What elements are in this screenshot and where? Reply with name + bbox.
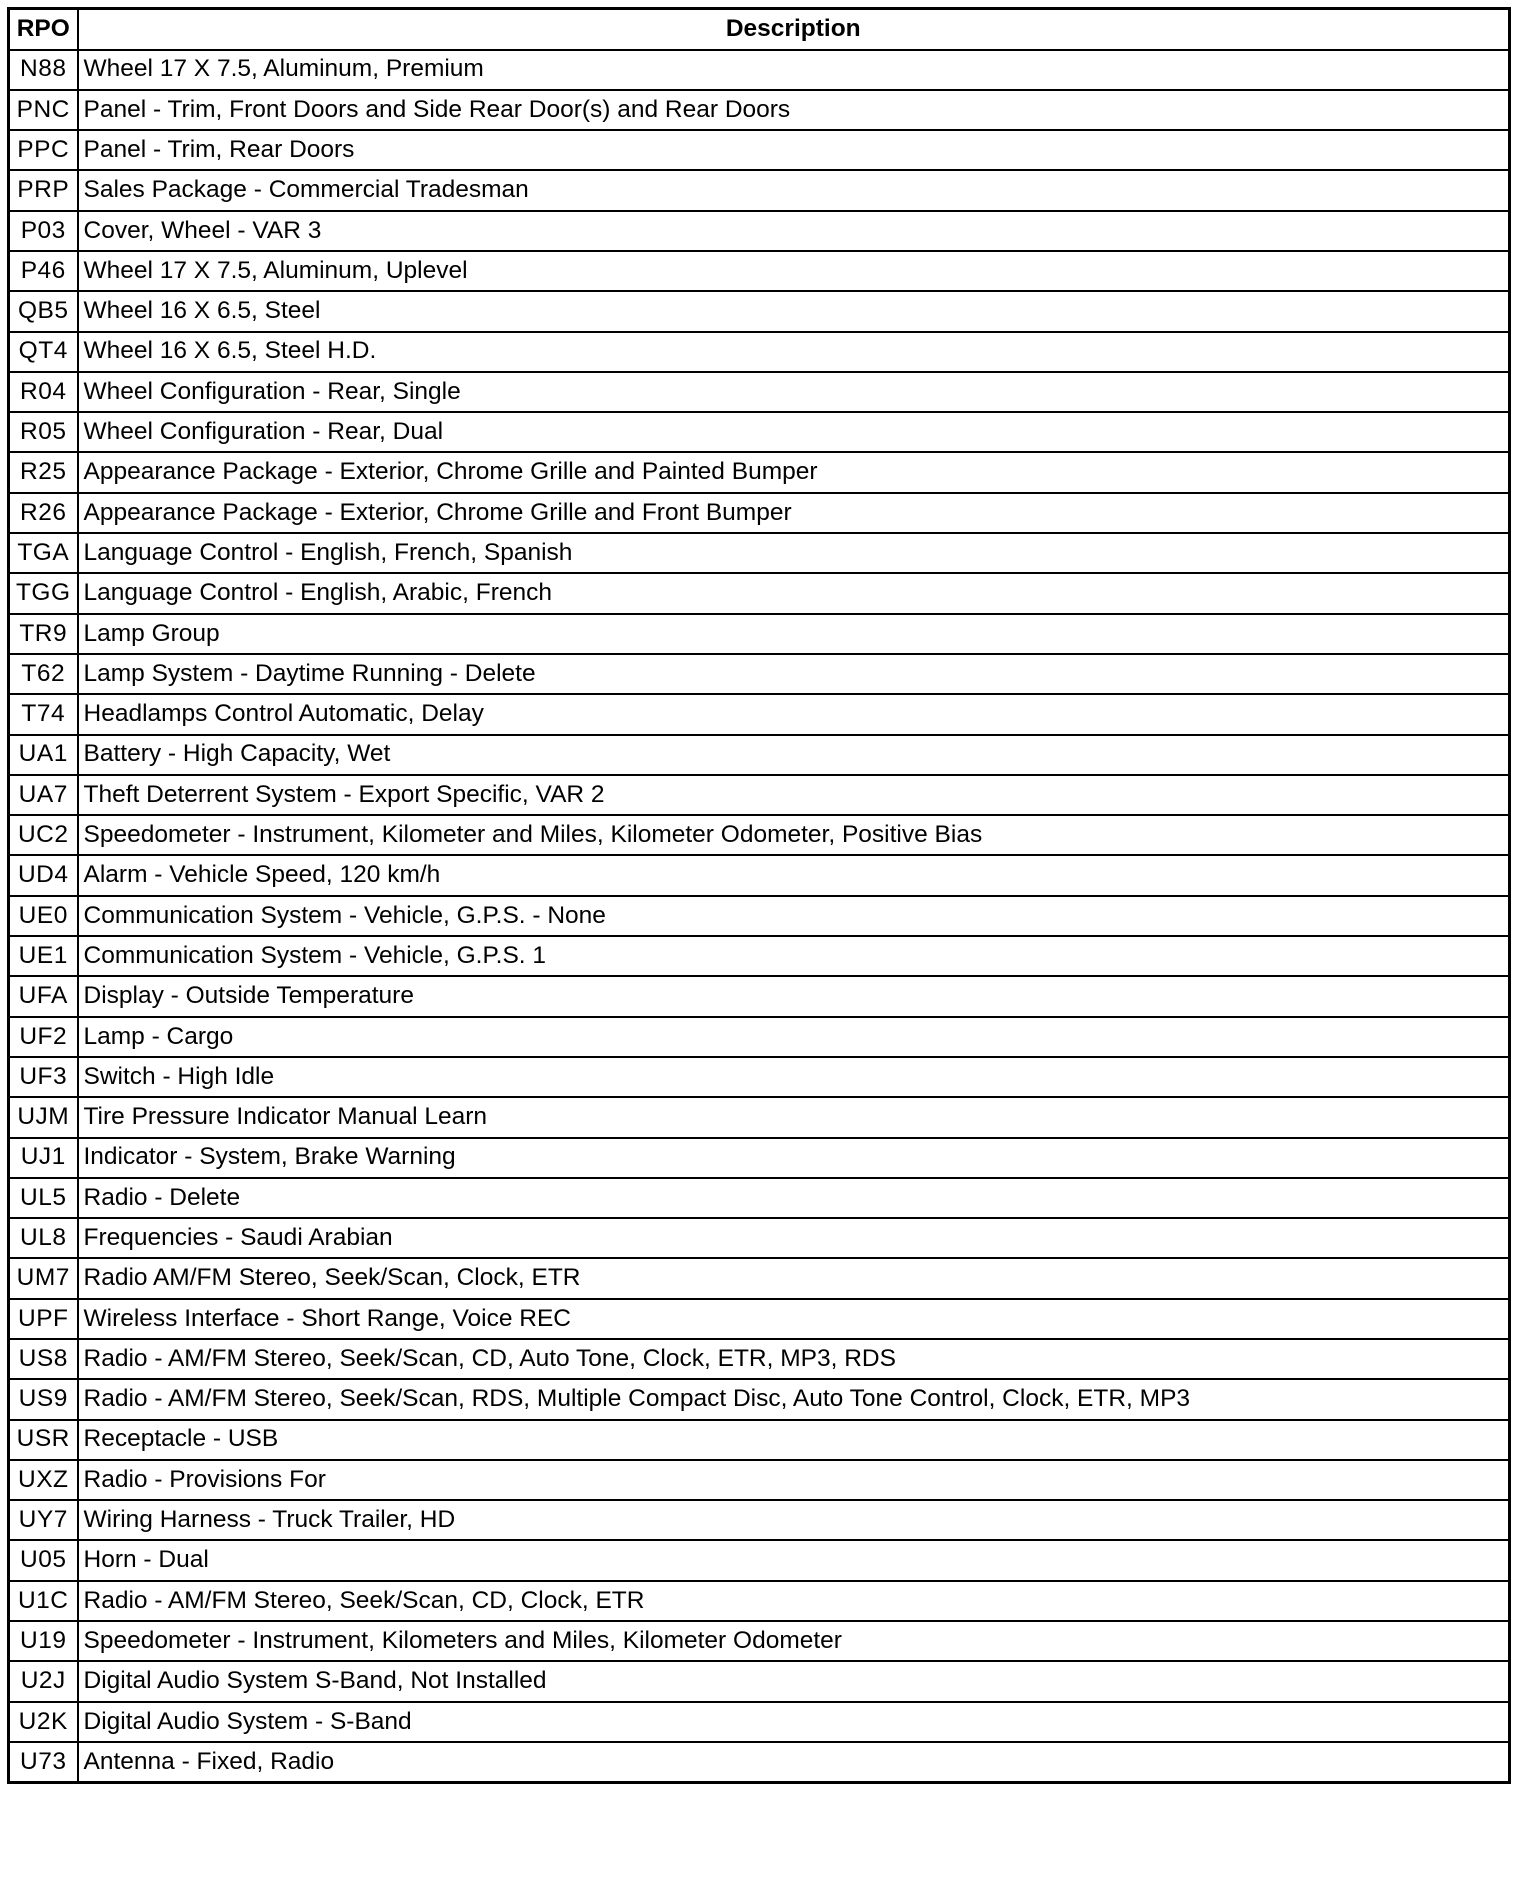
table-row	[9, 1379, 1510, 1419]
table-row	[9, 1742, 1510, 1782]
description-cell: Sales Package - Commercial Tradesman	[78, 170, 1510, 210]
table-row	[9, 1702, 1510, 1742]
rpo-code-cell: T62	[9, 654, 78, 694]
rpo-code-cell: US9	[9, 1379, 78, 1419]
table-row	[9, 855, 1510, 895]
rpo-code-cell: P03	[9, 211, 78, 251]
table-row	[9, 1097, 1510, 1137]
rpo-code-cell: UXZ	[9, 1460, 78, 1500]
table-row	[9, 815, 1510, 855]
table-body	[9, 50, 1510, 1783]
table-row	[9, 493, 1510, 533]
description-cell: Lamp - Cargo	[78, 1017, 1510, 1057]
description-cell: Headlamps Control Automatic, Delay	[78, 694, 1510, 734]
table-row	[9, 1299, 1510, 1339]
table-row	[9, 90, 1510, 130]
table-row	[9, 1661, 1510, 1701]
rpo-code-cell: UL8	[9, 1218, 78, 1258]
description-cell: Wheel 17 X 7.5, Aluminum, Uplevel	[78, 251, 1510, 291]
rpo-code-cell: PRP	[9, 170, 78, 210]
rpo-code-cell: U19	[9, 1621, 78, 1661]
table-row	[9, 412, 1510, 452]
table-row	[9, 1138, 1510, 1178]
header-rpo: RPO	[9, 9, 78, 50]
rpo-code-cell: UE1	[9, 936, 78, 976]
rpo-code-cell: UD4	[9, 855, 78, 895]
description-cell: Wheel 16 X 6.5, Steel	[78, 291, 1510, 331]
table-row	[9, 1581, 1510, 1621]
rpo-code-cell: UJM	[9, 1097, 78, 1137]
table-row	[9, 1178, 1510, 1218]
rpo-code-cell: QT4	[9, 332, 78, 372]
description-cell: Speedometer - Instrument, Kilometer and Miles, Kilometer Odometer, Positive Bias	[78, 815, 1510, 855]
rpo-code-cell: R25	[9, 452, 78, 492]
table-row	[9, 573, 1510, 613]
rpo-code-cell: R04	[9, 372, 78, 412]
description-cell: Appearance Package - Exterior, Chrome Grille and Front Bumper	[78, 493, 1510, 533]
description-cell: Theft Deterrent System - Export Specific, VAR 2	[78, 775, 1510, 815]
table-row	[9, 614, 1510, 654]
description-cell: Digital Audio System S-Band, Not Installed	[78, 1661, 1510, 1701]
description-cell: Wheel Configuration - Rear, Dual	[78, 412, 1510, 452]
description-cell: Antenna - Fixed, Radio	[78, 1742, 1510, 1782]
description-cell: Wireless Interface - Short Range, Voice REC	[78, 1299, 1510, 1339]
rpo-code-cell: TGA	[9, 533, 78, 573]
rpo-code-cell: UPF	[9, 1299, 78, 1339]
description-cell: Appearance Package - Exterior, Chrome Grille and Painted Bumper	[78, 452, 1510, 492]
description-cell: Wheel 17 X 7.5, Aluminum, Premium	[78, 50, 1510, 90]
rpo-code-cell: UM7	[9, 1258, 78, 1298]
description-cell: Receptacle - USB	[78, 1420, 1510, 1460]
description-cell: Radio - AM/FM Stereo, Seek/Scan, CD, Clock, ETR	[78, 1581, 1510, 1621]
rpo-code-cell: PPC	[9, 130, 78, 170]
table-header-row	[9, 9, 1510, 50]
rpo-code-cell: P46	[9, 251, 78, 291]
description-cell: Wiring Harness - Truck Trailer, HD	[78, 1500, 1510, 1540]
description-cell: Lamp Group	[78, 614, 1510, 654]
table-row	[9, 372, 1510, 412]
description-cell: Panel - Trim, Rear Doors	[78, 130, 1510, 170]
table-row	[9, 1339, 1510, 1379]
table-row	[9, 130, 1510, 170]
table-row	[9, 1500, 1510, 1540]
description-cell: Tire Pressure Indicator Manual Learn	[78, 1097, 1510, 1137]
rpo-code-cell: U2K	[9, 1702, 78, 1742]
table-row	[9, 1218, 1510, 1258]
header-description: Description	[78, 9, 1510, 50]
description-cell: Wheel 16 X 6.5, Steel H.D.	[78, 332, 1510, 372]
rpo-code-cell: US8	[9, 1339, 78, 1379]
description-cell: Display - Outside Temperature	[78, 976, 1510, 1016]
table-row	[9, 50, 1510, 90]
description-cell: Alarm - Vehicle Speed, 120 km/h	[78, 855, 1510, 895]
table-row	[9, 694, 1510, 734]
description-cell: Radio - AM/FM Stereo, Seek/Scan, RDS, Multiple Compact Disc, Auto Tone Control, Clock, ETR, MP3	[78, 1379, 1510, 1419]
rpo-table	[7, 7, 1511, 1784]
description-cell: Digital Audio System - S-Band	[78, 1702, 1510, 1742]
rpo-code-cell: U2J	[9, 1661, 78, 1701]
table-row	[9, 1258, 1510, 1298]
rpo-code-cell: T74	[9, 694, 78, 734]
table-row	[9, 936, 1510, 976]
description-cell: Cover, Wheel - VAR 3	[78, 211, 1510, 251]
rpo-code-cell: UFA	[9, 976, 78, 1016]
rpo-code-cell: PNC	[9, 90, 78, 130]
rpo-code-cell: UF3	[9, 1057, 78, 1097]
description-cell: Indicator - System, Brake Warning	[78, 1138, 1510, 1178]
description-cell: Speedometer - Instrument, Kilometers and Miles, Kilometer Odometer	[78, 1621, 1510, 1661]
rpo-code-cell: R26	[9, 493, 78, 533]
rpo-code-cell: UA7	[9, 775, 78, 815]
description-cell: Lamp System - Daytime Running - Delete	[78, 654, 1510, 694]
table-row	[9, 654, 1510, 694]
rpo-code-cell: UE0	[9, 896, 78, 936]
rpo-code-cell: U1C	[9, 1581, 78, 1621]
rpo-code-cell: USR	[9, 1420, 78, 1460]
table-row	[9, 251, 1510, 291]
description-cell: Wheel Configuration - Rear, Single	[78, 372, 1510, 412]
table-row	[9, 896, 1510, 936]
table-row	[9, 976, 1510, 1016]
table-row	[9, 533, 1510, 573]
table-row	[9, 775, 1510, 815]
rpo-code-cell: TR9	[9, 614, 78, 654]
table-row	[9, 1420, 1510, 1460]
description-cell: Language Control - English, French, Spanish	[78, 533, 1510, 573]
table-row	[9, 1017, 1510, 1057]
table-row	[9, 170, 1510, 210]
description-cell: Language Control - English, Arabic, French	[78, 573, 1510, 613]
table-row	[9, 1057, 1510, 1097]
table-row	[9, 291, 1510, 331]
rpo-code-cell: U73	[9, 1742, 78, 1782]
table-row	[9, 735, 1510, 775]
description-cell: Radio - Provisions For	[78, 1460, 1510, 1500]
description-cell: Radio - AM/FM Stereo, Seek/Scan, CD, Auto Tone, Clock, ETR, MP3, RDS	[78, 1339, 1510, 1379]
rpo-code-cell: QB5	[9, 291, 78, 331]
description-cell: Horn - Dual	[78, 1540, 1510, 1580]
description-cell: Switch - High Idle	[78, 1057, 1510, 1097]
table-row	[9, 1621, 1510, 1661]
rpo-code-cell: UL5	[9, 1178, 78, 1218]
rpo-code-cell: UY7	[9, 1500, 78, 1540]
description-cell: Battery - High Capacity, Wet	[78, 735, 1510, 775]
rpo-code-cell: UJ1	[9, 1138, 78, 1178]
description-cell: Frequencies - Saudi Arabian	[78, 1218, 1510, 1258]
description-cell: Radio AM/FM Stereo, Seek/Scan, Clock, ETR	[78, 1258, 1510, 1298]
table-row	[9, 211, 1510, 251]
rpo-code-cell: N88	[9, 50, 78, 90]
description-cell: Communication System - Vehicle, G.P.S. - None	[78, 896, 1510, 936]
rpo-code-cell: U05	[9, 1540, 78, 1580]
table-row	[9, 452, 1510, 492]
table-row	[9, 332, 1510, 372]
rpo-code-cell: R05	[9, 412, 78, 452]
rpo-code-cell: UC2	[9, 815, 78, 855]
table-row	[9, 1460, 1510, 1500]
table-row	[9, 1540, 1510, 1580]
description-cell: Panel - Trim, Front Doors and Side Rear Door(s) and Rear Doors	[78, 90, 1510, 130]
rpo-code-cell: UA1	[9, 735, 78, 775]
description-cell: Communication System - Vehicle, G.P.S. 1	[78, 936, 1510, 976]
rpo-code-cell: UF2	[9, 1017, 78, 1057]
description-cell: Radio - Delete	[78, 1178, 1510, 1218]
rpo-code-cell: TGG	[9, 573, 78, 613]
